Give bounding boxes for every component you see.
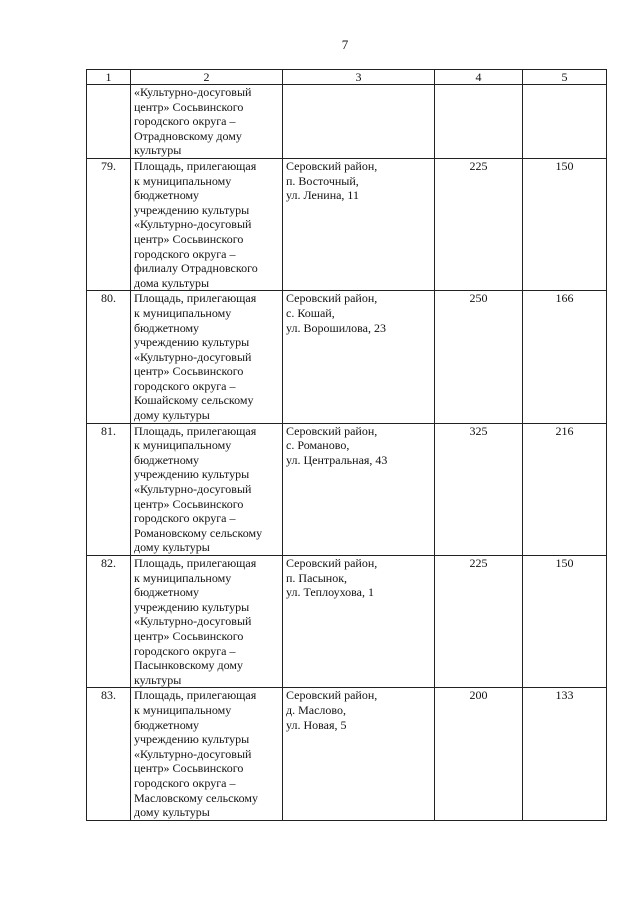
table-row — [87, 291, 607, 423]
value-col5: 133 — [523, 688, 607, 820]
value-col4: 225 — [435, 556, 523, 688]
value-col5: 150 — [523, 556, 607, 688]
facility-name: Площадь, прилегающая к муниципальному бюджетному учреждению культуры «Культурно-досуговый центр» Сосьвинского городского округа – Масловскому сельскому дому культуры — [131, 688, 283, 820]
row-number: 81. — [87, 423, 131, 555]
value-col4: 325 — [435, 423, 523, 555]
table-row — [87, 158, 607, 290]
facility-name: Площадь, прилегающая к муниципальному бюджетному учреждению культуры «Культурно-досуговый центр» Сосьвинского городского округа – Романовскому сельскому дому культуры — [131, 423, 283, 555]
facility-address: Серовский район, с. Романово, ул. Центральная, 43 — [283, 423, 435, 555]
table-row — [87, 85, 607, 159]
facility-address: Серовский район, с. Кошай, ул. Ворошилова, 23 — [283, 291, 435, 423]
column-header-1: 1 — [87, 70, 131, 85]
column-header-4: 4 — [435, 70, 523, 85]
value-col4: 250 — [435, 291, 523, 423]
page-number: 7 — [341, 37, 349, 52]
row-number — [87, 85, 131, 159]
row-number: 83. — [87, 688, 131, 820]
data-table — [86, 69, 607, 821]
table-row — [87, 423, 607, 555]
facility-address: Серовский район, п. Пасынок, ул. Теплоухова, 1 — [283, 556, 435, 688]
value-col5: 216 — [523, 423, 607, 555]
row-number: 79. — [87, 158, 131, 290]
facility-name: Площадь, прилегающая к муниципальному бюджетному учреждению культуры «Культурно-досуговый центр» Сосьвинского городского округа – Кошайскому сельскому дому культуры — [131, 291, 283, 423]
table-row — [87, 688, 607, 820]
row-number: 80. — [87, 291, 131, 423]
value-col5 — [523, 85, 607, 159]
facility-name: Площадь, прилегающая к муниципальному бюджетному учреждению культуры «Культурно-досуговый центр» Сосьвинского городского округа – филиалу Отрадновского дома культуры — [131, 158, 283, 290]
facility-name: «Культурно-досуговый центр» Сосьвинского городского округа – Отрадновскому дому культуры — [131, 85, 283, 159]
row-number: 82. — [87, 556, 131, 688]
table-header-row — [87, 70, 607, 85]
facility-address: Серовский район, д. Маслово, ул. Новая, 5 — [283, 688, 435, 820]
value-col4 — [435, 85, 523, 159]
value-col5: 166 — [523, 291, 607, 423]
value-col4: 225 — [435, 158, 523, 290]
facility-address — [283, 85, 435, 159]
column-header-5: 5 — [523, 70, 607, 85]
column-header-3: 3 — [283, 70, 435, 85]
facility-name: Площадь, прилегающая к муниципальному бюджетному учреждению культуры «Культурно-досуговый центр» Сосьвинского городского округа – Пасынковскому дому культуры — [131, 556, 283, 688]
value-col5: 150 — [523, 158, 607, 290]
facility-address: Серовский район, п. Восточный, ул. Ленина, 11 — [283, 158, 435, 290]
column-header-2: 2 — [131, 70, 283, 85]
table-row — [87, 556, 607, 688]
value-col4: 200 — [435, 688, 523, 820]
